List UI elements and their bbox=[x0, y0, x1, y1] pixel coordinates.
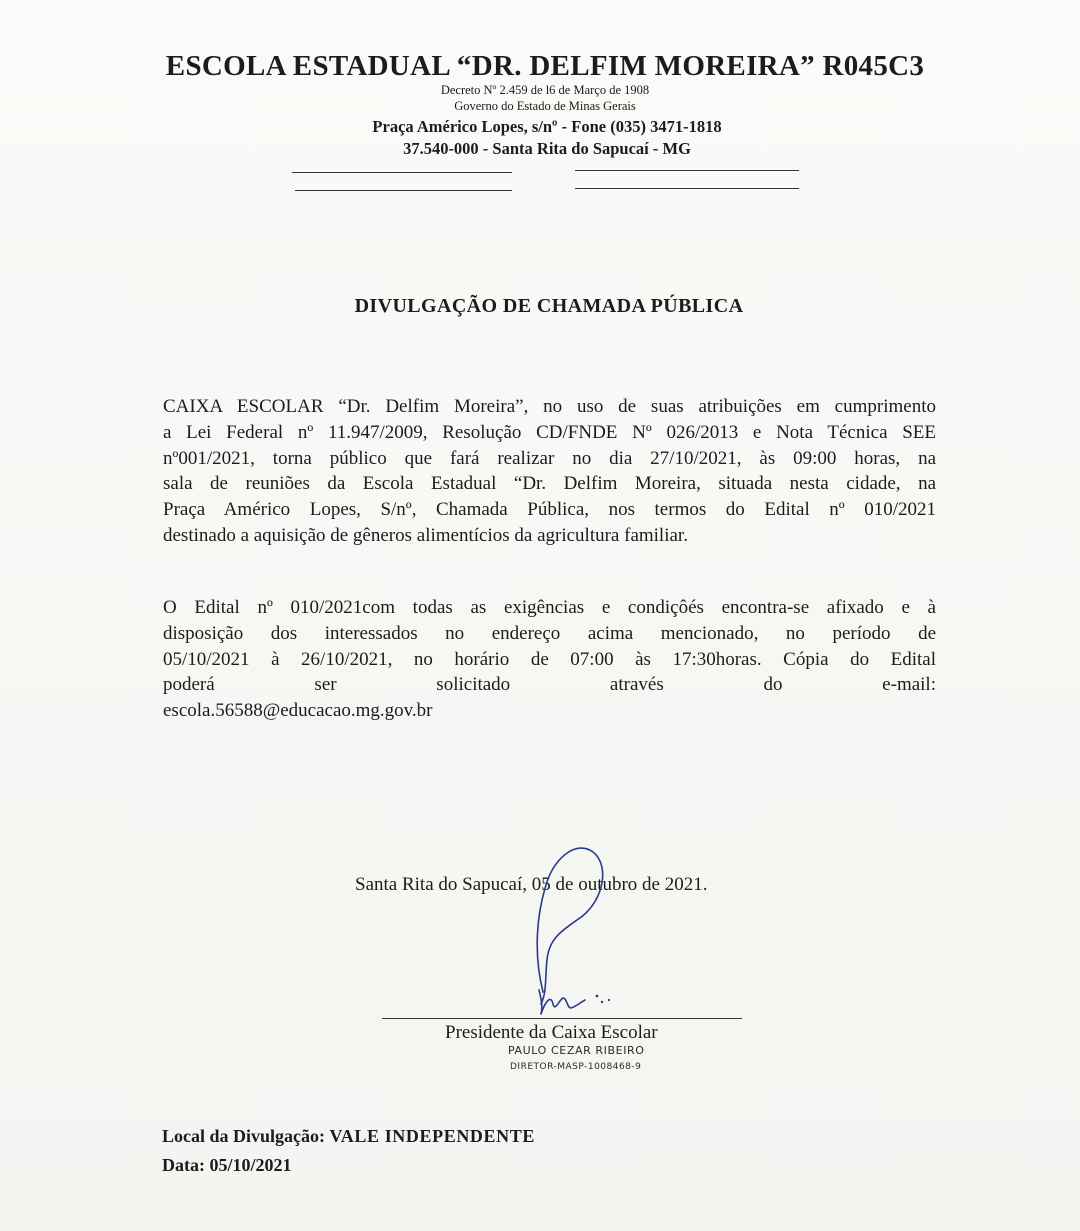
paragraph-line: disposição dos interessados no endereço acima mencionado, no período de bbox=[163, 622, 936, 644]
publication-date bbox=[162, 1155, 292, 1176]
paragraph-line: poderá ser solicitado através do e-mail: bbox=[163, 674, 936, 696]
stamp-masp: DIRETOR-MASP-1008468-9 bbox=[510, 1062, 642, 1072]
paragraph-announcement bbox=[163, 394, 936, 549]
paragraph-line: 05/10/2021 à 26/10/2021, no horário de 07:00 às 17:30horas. Cópia do Edital bbox=[163, 648, 936, 670]
signatory-role: Presidente da Caixa Escolar bbox=[445, 1022, 658, 1043]
paragraph-line: destinado a aquisição de gêneros alimentícios da agricultura familiar. bbox=[163, 524, 688, 546]
letterhead-rule-right-top bbox=[575, 170, 799, 171]
school-city-cep: 37.540-000 - Santa Rita do Sapucaí - MG bbox=[403, 139, 691, 158]
school-name: ESCOLA ESTADUAL “DR. DELFIM MOREIRA” R045C3 bbox=[165, 50, 925, 82]
decree-line: Decreto Nº 2.459 de l6 de Março de 1908 bbox=[440, 83, 650, 97]
publication-date-label: Data: bbox=[162, 1155, 205, 1175]
document-title: DIVULGAÇÃO DE CHAMADA PÚBLICA bbox=[354, 295, 744, 317]
publication-place-value: VALE INDEPENDENTE bbox=[329, 1126, 535, 1146]
paragraph-line: a Lei Federal nº 11.947/2009, Resolução CD/FNDE Nº 026/2013 e Nota Técnica SEE bbox=[163, 421, 936, 443]
handwritten-signature bbox=[525, 842, 645, 1032]
paragraph-line: Praça Américo Lopes, S/nº, Chamada Pública, nos termos do Edital nº 010/2021 bbox=[163, 499, 936, 521]
letterhead-rule-left-top bbox=[292, 172, 512, 173]
publication-place bbox=[162, 1126, 535, 1147]
paragraph-line: CAIXA ESCOLAR “Dr. Delfim Moreira”, no uso de suas atribuições em cumprimento bbox=[163, 396, 936, 417]
school-address: Praça Américo Lopes, s/nº - Fone (035) 3471-1818 bbox=[372, 117, 722, 136]
stamp-name: PAULO CEZAR RIBEIRO bbox=[508, 1044, 645, 1057]
paragraph-line: nº001/2021, torna público que fará realizar no dia 27/10/2021, às 09:00 horas, na bbox=[163, 447, 936, 469]
letterhead-rule-right-bottom bbox=[575, 188, 799, 189]
paragraph-line: sala de reuniões da Escola Estadual “Dr. Delfim Moreira, situada nesta cidade, na bbox=[163, 473, 936, 495]
paragraph-line: O Edital nº 010/2021com todas as exigências e condiçôés encontra-se afixado e à bbox=[163, 597, 936, 618]
letterhead-rule-left-bottom bbox=[295, 190, 512, 191]
publication-place-label: Local da Divulgação: bbox=[162, 1126, 326, 1146]
place-date: Santa Rita do Sapucaí, 05 de outubro de 2021. bbox=[355, 874, 708, 895]
signature-line bbox=[382, 1018, 742, 1019]
government-line: Governo do Estado de Minas Gerais bbox=[454, 99, 636, 113]
email-address: escola.56588@educacao.mg.gov.br bbox=[163, 700, 433, 722]
paragraph-edital bbox=[163, 595, 936, 724]
publication-date-value: 05/10/2021 bbox=[209, 1155, 292, 1175]
